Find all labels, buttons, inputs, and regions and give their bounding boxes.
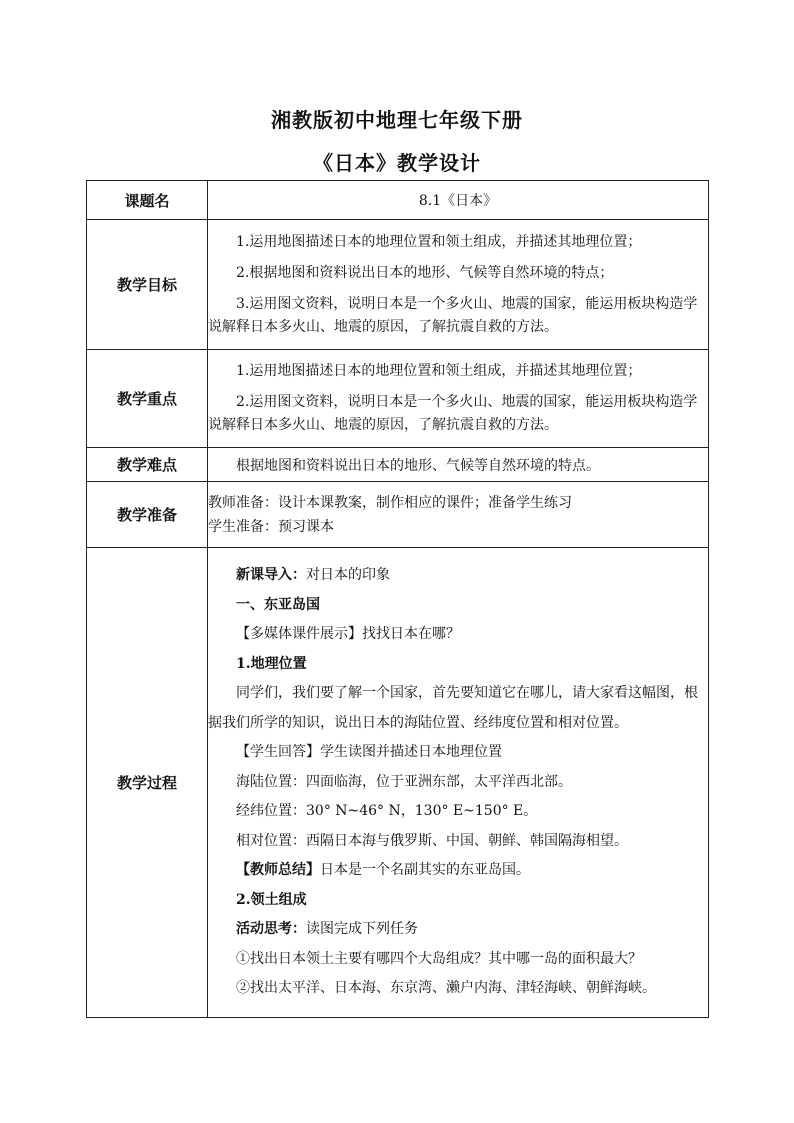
row-preparation [87,482,709,548]
difficulties-text: 根据地图和资料说出日本的地形、气候等自然环境的特点。 [208,448,709,482]
goal-item: 3.运用图文资料，说明日本是一个多火山、地震的国家，能运用板块构造学说解释日本多火山、地震的原因，了解抗震自救的方法。 [208,295,698,335]
section-heading: 一、东亚岛国 [236,596,320,613]
label-difficulties: 教学难点 [87,448,208,482]
key-point-item: 1.运用地图描述日本的地理位置和领土组成，并描述其地理位置； [236,363,642,379]
label-key-points: 教学重点 [87,350,208,448]
goal-item: 2.根据地图和资料说出日本的地形、气候等自然环境的特点； [236,264,614,281]
summary-line [208,856,708,886]
row-difficulties [87,448,709,482]
sea-land-position: 海陆位置：四面临海，位于亚洲东部，太平洋西北部。 [236,773,572,790]
label-goals: 教学目标 [87,220,208,350]
goal-item: 1.运用地图描述日本的地理位置和领土组成，并描述其地理位置； [236,233,642,250]
intro-text: 对日本的印象 [306,567,390,584]
answer-text: 学生读图并描述日本地理位置 [320,744,502,761]
media-text: 找找日本在哪？ [362,626,460,643]
teacher-preparation: 教师准备：设计本课教案，制作相应的课件；准备学生练习 [208,494,572,511]
answer-tag: 【学生回答】 [236,744,320,761]
process-content [208,548,709,1018]
student-preparation: 学生准备：预习课本 [208,518,334,535]
activity-text: 读图完成下列任务 [306,921,418,938]
subsection-territory: 2.领土组成 [236,891,307,908]
goals-content [208,220,709,350]
lesson-plan-table [86,180,709,1018]
row-key-points [87,350,709,448]
media-line [208,620,708,650]
lat-long-position: 经纬位置：30° N~46° N，130° E~150° E。 [236,803,538,820]
intro-heading: 新课导入： [236,567,306,584]
label-topic: 课题名 [87,181,208,220]
answer-line [208,738,708,768]
relative-position: 相对位置：西隔日本海与俄罗斯、中国、朝鲜、韩国隔海相望。 [236,832,628,849]
subsection-location: 1.地理位置 [236,655,307,672]
media-tag: 【多媒体课件展示】 [236,626,362,643]
location-paragraph: 同学们，我们要了解一个国家，首先要知道它在哪儿，请大家看这幅图，根据我们所学的知识，说出日本的海陆位置、经纬度位置和相对位置。 [208,685,698,731]
document-subtitle: 《日本》教学设计 [313,151,481,175]
row-goals [87,220,709,350]
preparation-content [208,482,709,548]
document-title: 湘教版初中地理七年级下册 [271,108,523,132]
activity-tag: 活动思考： [236,921,306,938]
task-item: ②找出太平洋、日本海、东京湾、濑户内海、津轻海峡、朝鲜海峡。 [236,980,656,997]
label-preparation: 教学准备 [87,482,208,548]
summary-tag: 【教师总结】 [236,862,320,879]
task-item: ①找出日本领土主要有哪四个大岛组成？其中哪一岛的面积最大？ [236,950,642,967]
label-process: 教学过程 [87,548,208,1018]
intro-line [208,561,708,591]
key-points-content [208,350,709,448]
row-process [87,548,709,1018]
summary-text: 日本是一个名副其实的东亚岛国。 [320,862,530,879]
row-topic [87,181,709,220]
topic-value: 8.1《日本》 [208,181,709,220]
activity-line [208,915,708,945]
key-point-item: 2.运用图文资料，说明日本是一个多火山、地震的国家，能运用板块构造学说解释日本多火山、地震的原因，了解抗震自救的方法。 [208,394,698,433]
